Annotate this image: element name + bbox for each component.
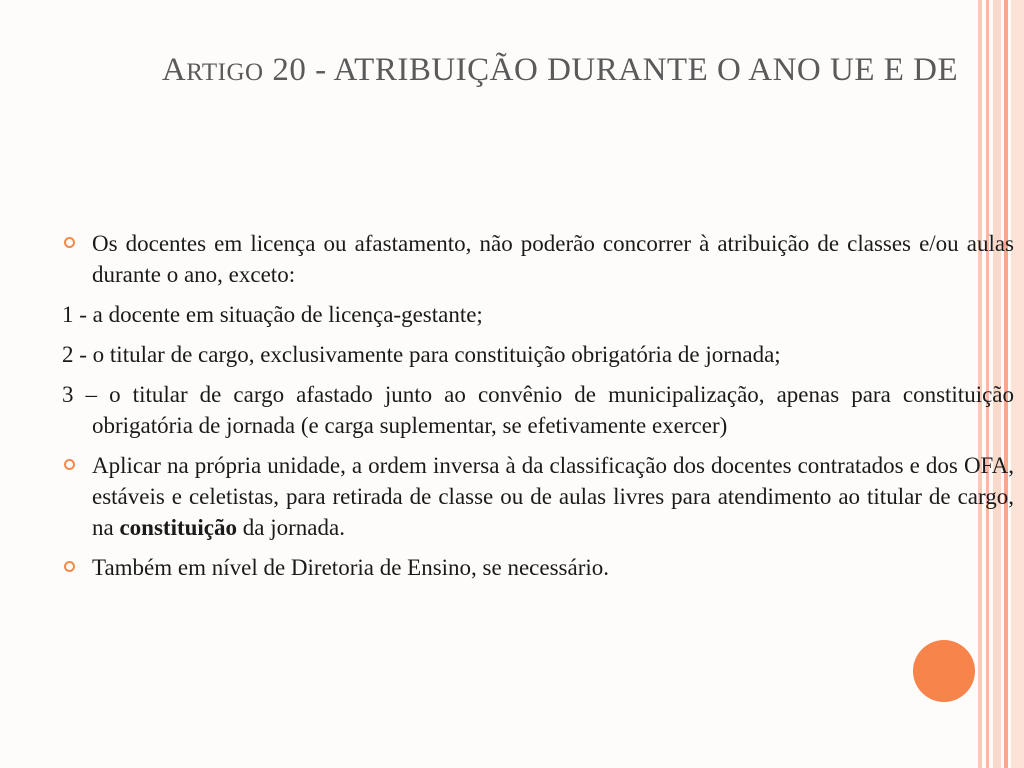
list-item bbox=[62, 299, 1014, 330]
bullet-item bbox=[62, 450, 1014, 543]
bullet-circle-icon bbox=[64, 561, 75, 572]
item-text: 2 - o titular de cargo, exclusivamente para constituição obrigatória de jornada; bbox=[62, 342, 781, 367]
slide-content bbox=[62, 228, 1014, 592]
bullet-circle-icon bbox=[64, 237, 75, 248]
decorative-circle bbox=[913, 640, 975, 702]
item-text: 1 - a docente em situação de licença-gestante; bbox=[62, 302, 483, 327]
bullet-text-end: da jornada. bbox=[237, 515, 345, 540]
bullet-item bbox=[62, 552, 1014, 583]
bullet-bold-text: constituição bbox=[119, 515, 238, 540]
title-first-letter: A bbox=[161, 52, 187, 88]
title-smallcaps: RTIGO bbox=[186, 59, 264, 86]
bullet-item bbox=[62, 228, 1014, 290]
bullet-text: Aplicar na própria unidade, a ordem inversa à da classificação dos docentes contratados e dos OFA, estáveis e celetistas, para retirada de classe ou de aulas livres para atendimento ao titular de cargo, na bbox=[92, 453, 1014, 540]
bullet-text: Também em nível de Diretoria de Ensino, se necessário. bbox=[92, 555, 609, 580]
bullet-circle-icon bbox=[64, 459, 75, 470]
list-item bbox=[62, 379, 1014, 441]
title-text: 20 - ATRIBUIÇÃO DURANTE O ANO UE E DE bbox=[263, 52, 959, 88]
list-item bbox=[62, 339, 1014, 370]
slide-title bbox=[120, 50, 1000, 93]
bullet-text: Os docentes em licença ou afastamento, não poderão concorrer à atribuição de classes e/ou aulas durante o ano, exceto: bbox=[92, 231, 1014, 287]
item-text: 3 – o titular de cargo afastado junto ao convênio de municipalização, apenas para constituição obrigatória de jornada (e carga suplementar, se efetivamente exercer) bbox=[62, 382, 1014, 438]
